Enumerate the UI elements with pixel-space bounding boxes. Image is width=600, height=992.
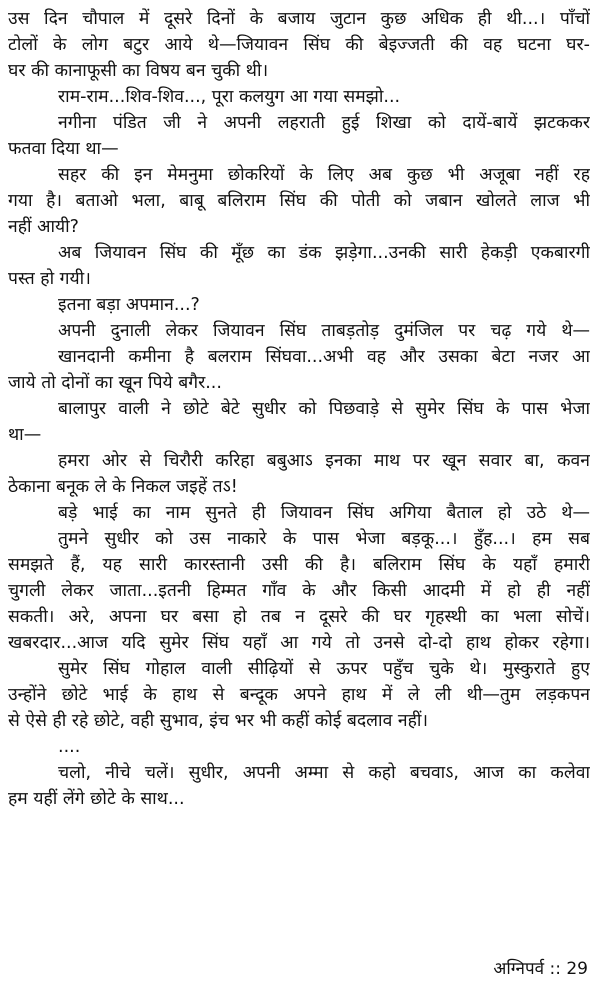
- text-line-1: उस दिन चौपाल में दूसरे दिनों के बजाय जुटान कुछ अधिक ही थी...। पाँचों: [8, 9, 590, 29]
- text-line-15: जाये तो दोनों का खून पिये बगैर...: [8, 373, 222, 393]
- text-line-4: राम-राम...शिव-शिव..., पूरा कलयुग आ गया समझो...: [58, 87, 401, 107]
- text-line-22: समझते हैं, यह सारी कारस्तानी उसी की है। बलिराम सिंघ के यहाँ हमारी: [8, 555, 590, 575]
- text-line-30: चलो, नीचे चलें। सुधीर, अपनी अम्मा से कहो बचवाऽ, आज का कलेवा: [58, 763, 590, 783]
- text-line-17: था—: [8, 425, 42, 445]
- text-line-13: अपनी दुनाली लेकर जियावन सिंघ ताबड़तोड़ दुमंजिल पर चढ़ गये थे—: [58, 321, 590, 341]
- text-line-16: बालापुर वाली ने छोटे बेटे सुधीर को पिछवाड़े से सुमेर सिंघ के पास भेजा: [58, 399, 590, 419]
- text-line-6: फतवा दिया था—: [8, 139, 119, 159]
- text-line-2: टोलों के लोग बटुर आये थे—जियावन सिंघ की बेइज्जती की वह घटना घर-: [8, 35, 590, 55]
- text-line-26: सुमेर सिंघ गोहाल वाली सीढ़ियों से ऊपर पहुँच चुके थे। मुस्कुराते हुए: [58, 659, 590, 679]
- text-line-28: से ऐसे ही रहे छोटे, वही सुभाव, इंच भर भी कहीं कोई बदलाव नहीं।: [8, 711, 429, 731]
- text-line-11: पस्त हो गयी।: [8, 269, 91, 289]
- ellipsis-line: ....: [58, 737, 81, 757]
- text-line-31: हम यहीं लेंगे छोटे के साथ...: [8, 789, 185, 809]
- text-line-20: बड़े भाई का नाम सुनते ही जियावन सिंघ अगिया बैताल हो उठे थे—: [58, 503, 590, 523]
- text-line-3: घर की कानाफूसी का विषय बन चुकी थी।: [8, 61, 269, 81]
- text-line-18: हमरा ओर से चिरौरी करिहा बबुआऽ इनका माथ पर खून सवार बा, कवन: [58, 451, 590, 471]
- text-line-10: अब जियावन सिंघ की मूँछ का डंक झड़ेगा...उनकी सारी हेकड़ी एकबारगी: [58, 243, 590, 263]
- text-line-21: तुमने सुधीर को उस नाकारे के पास भेजा बड़कू...। हुँह...। हम सब: [58, 529, 590, 549]
- text-line-24: सकती। अरे, अपना घर बसा हो तब न दूसरे की घर गृहस्थी का भला सोचें।: [8, 607, 590, 627]
- text-line-9: नहीं आयी?: [8, 217, 79, 237]
- text-line-5: नगीना पंडित जी ने अपनी लहराती हुई शिखा को दायें-बायें झटककर: [58, 113, 590, 133]
- text-line-19: ठेकाना बनूक ले के निकल जइहें तऽ!: [8, 477, 238, 497]
- text-line-7: सहर की इन मेमनुमा छोकरियों के लिए अब कुछ भी अजूबा नहीं रह: [58, 165, 590, 185]
- page-folio: अग्निपर्व :: 29: [493, 959, 588, 979]
- text-line-25: खबरदार...आज यदि सुमेर सिंघ यहाँ आ गये तो उनसे दो-दो हाथ होकर रहेगा।: [8, 633, 590, 653]
- text-line-14: खानदानी कमीना है बलराम सिंघवा...अभी वह और उसका बेटा नजर आ: [58, 347, 590, 367]
- text-line-23: चुगली लेकर जाता...इतनी हिम्मत गाँव के और किसी आदमी में हो ही नहीं: [8, 581, 590, 601]
- text-line-12: इतना बड़ा अपमान...?: [58, 295, 200, 315]
- text-line-8: गया है। बताओ भला, बाबू बलिराम सिंघ की पोती को जबान खोलते लाज भी: [8, 191, 590, 211]
- text-line-27: उन्होंने छोटे भाई के हाथ से बन्दूक अपने हाथ में ले ली थी—तुम लड़कपन: [8, 685, 590, 705]
